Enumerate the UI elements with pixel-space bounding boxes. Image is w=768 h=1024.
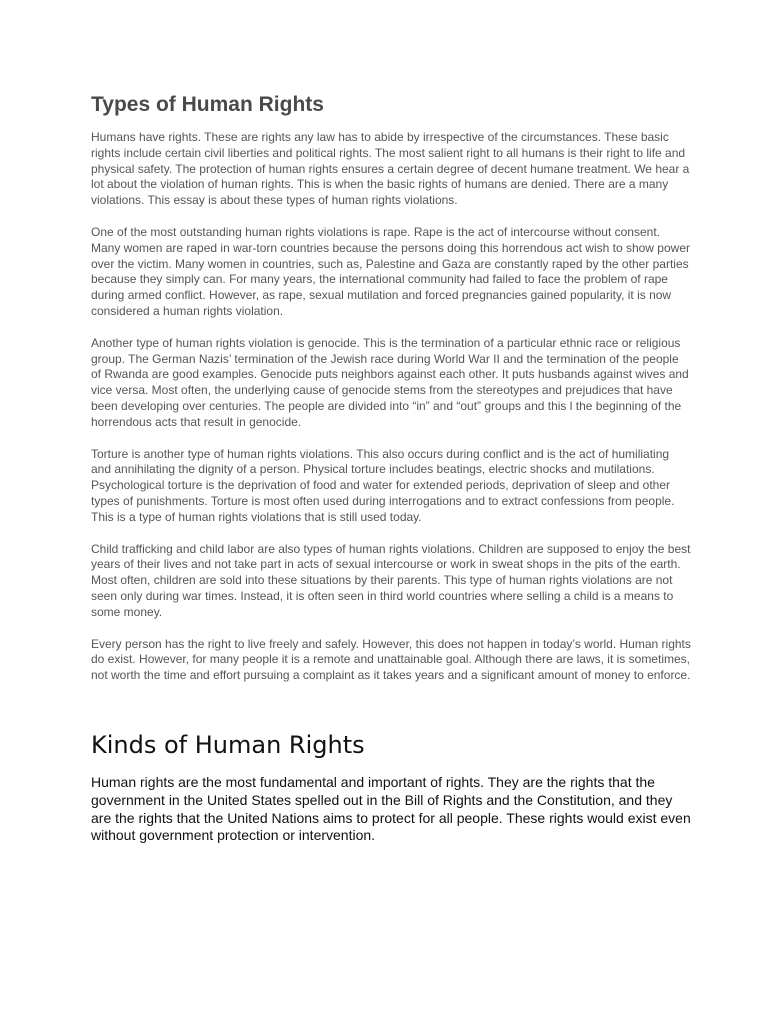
paragraph-genocide: Another type of human rights violation is genocide. This is the termination of a particular ethnic race or religious group. The German Nazis’ termination of the Jewish race during World War II and the termination of the people of Rwanda are good examples. Genocide puts neighbors against each other. It puts husbands against wives and vice versa. Most often, the underlying cause of genocide stems from the stereotypes and prejudices that have been developing over centuries. The people are divided into “in” and “out” groups and this l the beginning of the horrendous acts that result in genocide.	[91, 335, 689, 429]
section-title-kinds: Kinds of Human Rights	[91, 730, 365, 759]
paragraph-intro: Humans have rights. These are rights any law has to abide by irrespective of the circumstances. These basic rights include certain civil liberties and political rights. The most salient right to all humans is their right to life and physical safety. The protection of human rights ensures a certain degree of decent humane treatment. We hear a lot about the violation of human rights. This is when the basic rights of humans are denied. There are a many violations. This essay is about these types of human rights violations.	[91, 130, 690, 208]
paragraph-conclusion: Every person has the right to live freely and safely. However, this does not happen in today’s world. Human rights do exist. However, for many people it is a remote and unattainable goal. Although there are laws, it is sometimes, not worth the time and effort pursuing a complaint as it takes years and a significant amount of money to enforce.	[91, 636, 691, 683]
document-content	[91, 92, 691, 845]
paragraph-kinds-intro: Human rights are the most fundamental and important of rights. They are the rights that the government in the United States spelled out in the Bill of Rights and the Constitution, and they are the rights that the United Nations aims to protect for all people. These rights would exist even without government protection or intervention.	[91, 773, 691, 844]
paragraph-child-trafficking: Child trafficking and child labor are also types of human rights violations. Children are supposed to enjoy the best years of their lives and not take part in acts of sexual intercourse or work in sweat shops in the pits of the earth. Most often, children are sold into these situations by their parents. This type of human rights violations are not seen only during war times. Instead, it is often seen in third world countries where selling a child is a means to some money.	[91, 541, 691, 619]
paragraph-rape: One of the most outstanding human rights violations is rape. Rape is the act of intercourse without consent. Many women are raped in war-torn countries because the persons doing this horrendous act wish to show power over the victim. Many women in countries, such as, Palestine and Gaza are constantly raped by the other parties because they simply can. For many years, the international community had failed to face the problem of rape during armed conflict. However, as rape, sexual mutilation and forced pregnancies gained popularity, it is now considered a human rights violation.	[91, 224, 690, 318]
section-title-types: Types of Human Rights	[91, 93, 324, 116]
paragraph-torture: Torture is another type of human rights violations. This also occurs during conflict and is the act of humiliating and annihilating the dignity of a person. Physical torture includes beatings, electric shocks and mutilations. Psychological torture is the deprivation of food and water for extended periods, deprivation of sleep and other types of punishments. Torture is most often used during interrogations and to extract confessions from people. This is a type of human rights violations that is still used today.	[91, 446, 675, 524]
